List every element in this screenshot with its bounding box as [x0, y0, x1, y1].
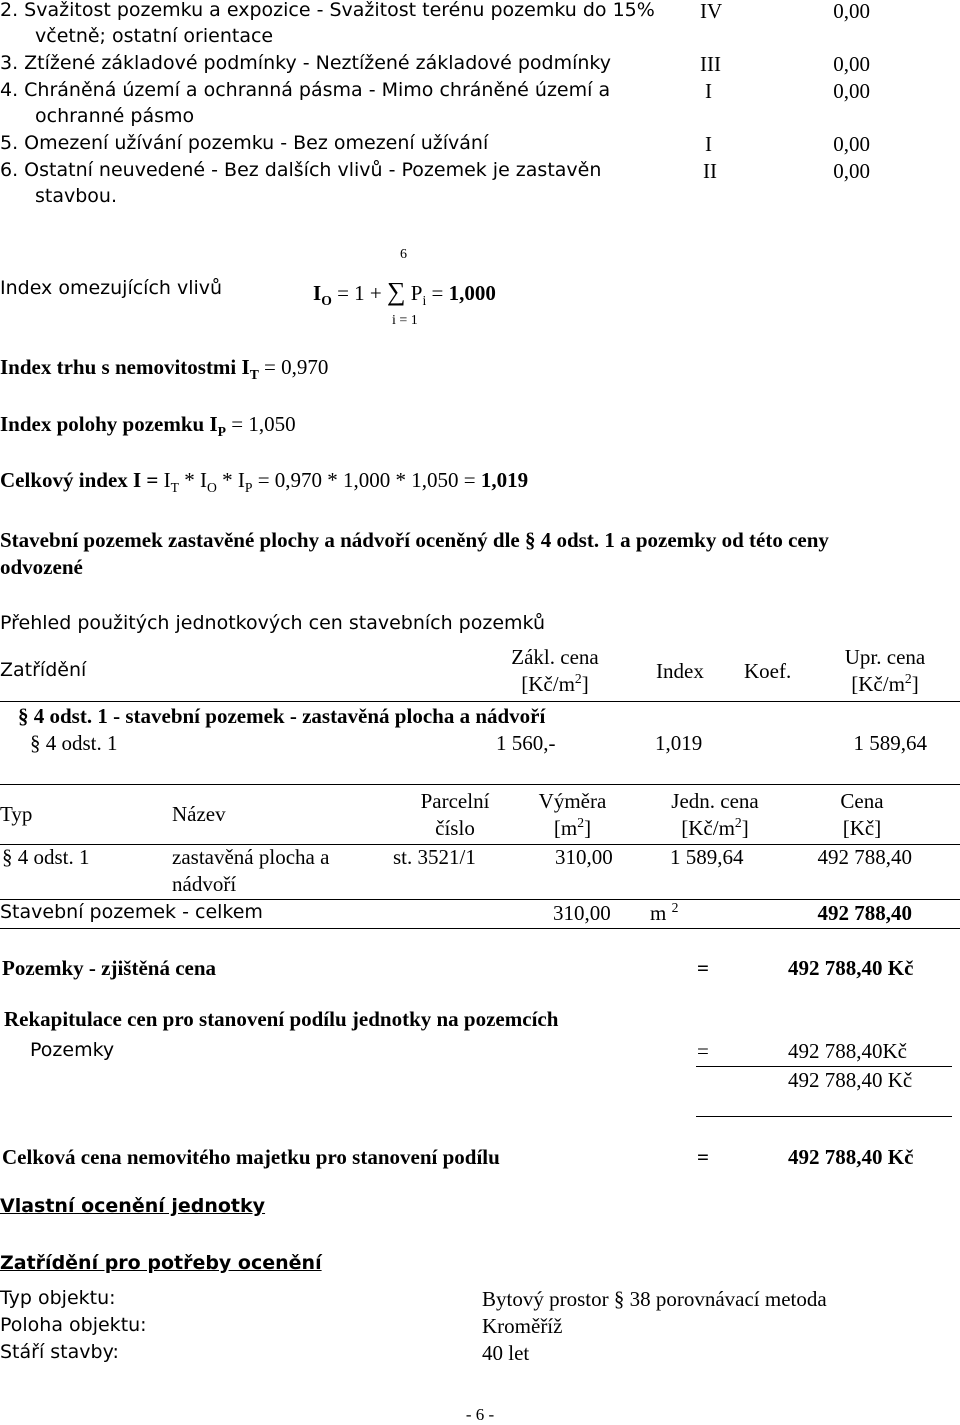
celkova-cena-eq: =	[697, 1145, 709, 1169]
sum-upper-limit: 6	[400, 247, 407, 262]
detail-header-rule	[0, 844, 960, 845]
rekapitulace-bottom-rule	[696, 1116, 952, 1117]
rekapitulace-item-eq: =	[697, 1039, 709, 1063]
detail-row-nazev-1: zastavěná plocha a	[172, 845, 330, 869]
prehled-header-upr-cena: Upr. cena	[844, 645, 926, 669]
zjistena-eq: =	[697, 956, 709, 980]
zjistena-value: 492 788,40 Kč	[788, 956, 914, 980]
celkem-vymera: 310,00	[553, 901, 611, 925]
prehled-header-zatrideni: Zatřídění	[0, 659, 87, 681]
detail-row-jedn: 1 589,64	[670, 845, 744, 869]
rekapitulace-title: Rekapitulace cen pro stanovení podílu jednotky na pozemcích	[4, 1007, 559, 1031]
prehled-group: § 4 odst. 1 - stavební pozemek - zastavěná plocha a nádvoří	[18, 704, 546, 728]
objekt-poloha-value: Kroměříž	[482, 1314, 563, 1338]
factor-6-class: II	[703, 159, 717, 183]
index-omez-label: Index omezujících vlivů	[0, 277, 223, 299]
vlastni-oceneni-title: Vlastní ocenění jednotky	[0, 1195, 266, 1217]
factor-6-line-1: 6. Ostatní neuvedené - Bez dalších vlivů - Pozemek je zastavěn	[0, 159, 602, 181]
factor-3-value: 0,00	[833, 52, 870, 76]
factor-2-value: 0,00	[833, 0, 870, 23]
zatrideni-title: Zatřídění pro potřeby ocenění	[0, 1252, 322, 1274]
zjistena-label: Pozemky - zjištěná cena	[2, 956, 217, 980]
factor-4-class: I	[705, 79, 712, 103]
prehled-header-zakl-cena: Zákl. cena	[511, 645, 599, 669]
rekapitulace-sum-rule	[696, 1066, 952, 1067]
detail-header-cena: Cena	[840, 789, 884, 813]
detail-header-jedn-unit: $[Kč/m^2]$	[681, 815, 749, 840]
factor-3-class: III	[700, 52, 721, 76]
detail-row-cena: 492 788,40	[817, 845, 912, 869]
detail-row-vymera: 310,00	[555, 845, 613, 869]
sum-lower-limit: i = 1	[392, 313, 418, 328]
objekt-stari-label: Stáří stavby:	[0, 1341, 119, 1363]
detail-header-vymera: Výměra	[538, 789, 607, 813]
stavebni-heading-line-2: odvozené	[0, 555, 83, 579]
detail-row-typ: § 4 odst. 1	[2, 845, 90, 869]
prehled-header-rule	[0, 701, 960, 702]
detail-header-typ: Typ	[0, 802, 33, 826]
factor-2-line-1: 2. Svažitost pozemku a expozice - Svažitost terénu pozemku do 15%	[0, 0, 655, 21]
factor-4-value: 0,00	[833, 79, 870, 103]
detail-row-parcela: st. 3521/1	[393, 845, 476, 869]
rekapitulace-item-value: 492 788,40Kč	[788, 1039, 907, 1063]
celkova-cena-value: 492 788,40 Kč	[788, 1145, 914, 1169]
factor-2-class: IV	[700, 0, 723, 23]
objekt-stari-value: 40 let	[482, 1341, 530, 1365]
celkovy-index: Celkový index $I = I_T * I_O * I_P = 0,970 * 1,000 * 1,050 = 1,019$	[0, 468, 529, 496]
factor-2-line-2: včetně; ostatní orientace	[35, 25, 274, 47]
factor-6-line-2: stavbou.	[35, 185, 118, 207]
prehled-header-zakl-unit: $[Kč/m^2]$	[521, 671, 589, 696]
index-trhu: Index trhu s nemovitostmi $I_T = 0,970$	[0, 355, 329, 383]
celkem-label: Stavební pozemek - celkem	[0, 901, 263, 923]
factor-4-line-1: 4. Chráněná území a ochranná pásma - Mimo chráněné území a	[0, 79, 611, 101]
page-number: - 6 -	[465, 1405, 495, 1424]
celkem-cena: 492 788,40	[817, 901, 912, 925]
celkem-unit: m $^2$	[650, 900, 679, 925]
prehled-title: Přehled použitých jednotkových cen stavebních pozemků	[0, 612, 545, 634]
celkem-rule	[0, 928, 960, 929]
detail-top-rule	[0, 784, 960, 785]
rekapitulace-item-label: Pozemky	[30, 1039, 115, 1061]
detail-header-vymera-unit: $[m^2]$	[553, 815, 592, 840]
detail-header-nazev: Název	[172, 802, 226, 826]
factor-5-value: 0,00	[833, 132, 870, 156]
index-polohy: Index polohy pozemku $I_P = 1,050$	[0, 412, 296, 440]
index-omez-formula: $I_O = 1$ + ∑ $P_i = 1,000$	[313, 277, 496, 309]
objekt-typ-value: Bytový prostor § 38 porovnávací metoda	[482, 1287, 827, 1311]
rekapitulace-total: 492 788,40 Kč	[788, 1068, 913, 1092]
stavebni-heading-line-1: Stavební pozemek zastavěné plochy a nádvoří oceněný dle § 4 odst. 1 a pozemky od této ceny	[0, 528, 829, 552]
prehled-row-index: 1,019	[655, 731, 703, 755]
factor-5-class: I	[705, 132, 712, 156]
objekt-typ-label: Typ objektu:	[0, 1287, 116, 1309]
factor-4-line-2: ochranné pásmo	[35, 105, 195, 127]
detail-header-parcelni: Parcelní	[420, 789, 490, 813]
prehled-row-upr: 1 589,64	[853, 731, 927, 755]
prehled-header-upr-unit: $[Kč/m^2]$	[851, 671, 919, 696]
detail-header-cena-unit: [Kč]	[842, 816, 882, 840]
prehled-header-index: Index	[656, 659, 704, 683]
prehled-row-code: § 4 odst. 1	[30, 731, 118, 755]
detail-row-rule	[0, 899, 960, 900]
prehled-row-zakl: 1 560,-	[496, 731, 556, 755]
factor-6-value: 0,00	[833, 159, 870, 183]
prehled-header-koef: Koef.	[744, 659, 792, 683]
factor-3-line-1: 3. Ztížené základové podmínky - Neztížené základové podmínky	[0, 52, 612, 74]
objekt-poloha-label: Poloha objektu:	[0, 1314, 147, 1336]
factor-5-line-1: 5. Omezení užívání pozemku - Bez omezení užívání	[0, 132, 489, 154]
celkova-cena-label: Celková cena nemovitého majetku pro stanovení podílu	[2, 1145, 500, 1169]
detail-header-jedn: Jedn. cena	[671, 789, 759, 813]
detail-header-cislo: číslo	[435, 816, 475, 840]
detail-row-nazev-2: nádvoří	[172, 872, 237, 896]
